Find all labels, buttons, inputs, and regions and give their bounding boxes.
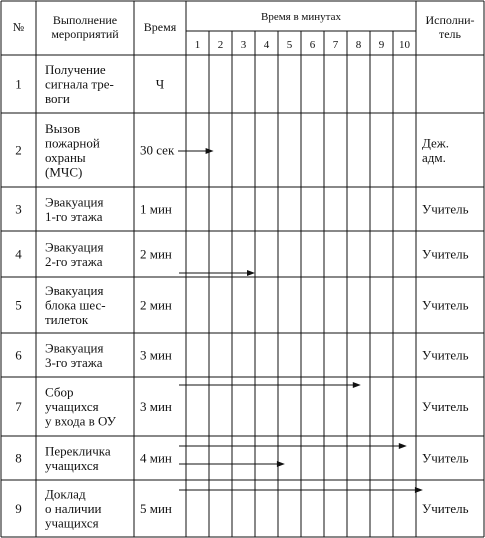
header-minute-number: 9 (378, 39, 385, 51)
header-minute-number: 7 (332, 39, 339, 51)
row-executor: Учитель (422, 246, 469, 262)
row-event-text: о наличии (45, 501, 102, 516)
row-number: 4 (15, 246, 22, 262)
row-event-text: тилеток (45, 312, 89, 327)
row-number: 3 (15, 201, 22, 217)
row-executor: Учитель (422, 501, 469, 516)
header-executor: тель (438, 27, 462, 41)
row-event-text: (МЧС) (45, 164, 83, 180)
row-event-text: 3-го этажа (45, 354, 103, 370)
row-event-text: блока шес- (45, 297, 106, 313)
header-num: № (12, 20, 25, 34)
arrowhead-icon (247, 270, 255, 276)
header-time: Время (143, 20, 177, 34)
arrowhead-icon (415, 487, 423, 493)
row-event-text: пожарной (45, 135, 100, 151)
row-time: 30 сек (140, 142, 175, 158)
row-executor: Учитель (422, 201, 469, 217)
row-event-text: охраны (45, 149, 86, 165)
row-number: 2 (15, 142, 22, 158)
row-event-text: Доклад (45, 486, 86, 502)
row-time: Ч (155, 76, 165, 92)
header-minute-number: 2 (217, 39, 224, 51)
row-executor: адм. (422, 149, 446, 165)
row-time: 3 мин (140, 347, 172, 363)
row-time: 3 мин (140, 399, 172, 414)
row-executor: Учитель (422, 450, 469, 466)
header-minute-number: 4 (263, 39, 270, 51)
arrowhead-icon (206, 148, 214, 154)
row-event-text: Вызов (45, 120, 81, 136)
header-minute-number: 1 (194, 39, 201, 51)
header-minute-number: 5 (286, 39, 293, 51)
row-event-text: Эвакуация (45, 283, 104, 298)
row-event-text: Получение (45, 62, 106, 77)
row-number: 5 (15, 297, 22, 313)
header-minute-number: 3 (240, 39, 247, 51)
row-time: 4 мин (140, 450, 172, 466)
row-number: 6 (15, 347, 22, 363)
row-time: 2 мин (140, 297, 172, 313)
header-minute-number: 10 (399, 39, 410, 51)
header-event: мероприятий (51, 27, 119, 41)
row-time: 2 мин (140, 246, 172, 262)
header-minute-number: 8 (355, 39, 362, 51)
row-event-text: учащихся (45, 515, 99, 531)
row-event-text: воги (45, 91, 70, 106)
arrowhead-icon (277, 461, 285, 467)
row-time: 1 мин (140, 201, 172, 217)
row-event-text: учащихся (45, 457, 99, 473)
row-event-text: у входа в ОУ (45, 413, 116, 429)
header-minutes-title: Время в минутах (261, 11, 341, 23)
header-event: Выполнение (52, 13, 118, 27)
row-event-text: Эвакуация (45, 340, 104, 356)
header-minute-number: 6 (309, 39, 316, 51)
row-event-text: 1-го этажа (45, 208, 103, 224)
row-executor: Учитель (422, 347, 469, 363)
row-number: 9 (15, 501, 22, 516)
row-event-text: Эвакуация (45, 239, 104, 255)
arrowhead-icon (399, 443, 407, 449)
row-event-text: учащихся (45, 399, 99, 414)
row-event-text: сигнала тре- (45, 76, 114, 92)
row-number: 1 (15, 76, 22, 92)
row-executor: Деж. (422, 135, 450, 151)
row-number: 7 (15, 399, 22, 414)
row-executor: Учитель (422, 297, 469, 313)
arrowhead-icon (353, 382, 361, 388)
row-event-text: Перекличка (45, 443, 111, 459)
header-executor: Исполни- (425, 13, 475, 27)
row-event-text: Сбор (45, 384, 74, 400)
row-event-text: 2-го этажа (45, 253, 103, 269)
row-event-text: Эвакуация (45, 194, 104, 210)
row-number: 8 (15, 450, 22, 466)
row-time: 5 мин (140, 501, 172, 516)
row-executor: Учитель (422, 399, 469, 414)
